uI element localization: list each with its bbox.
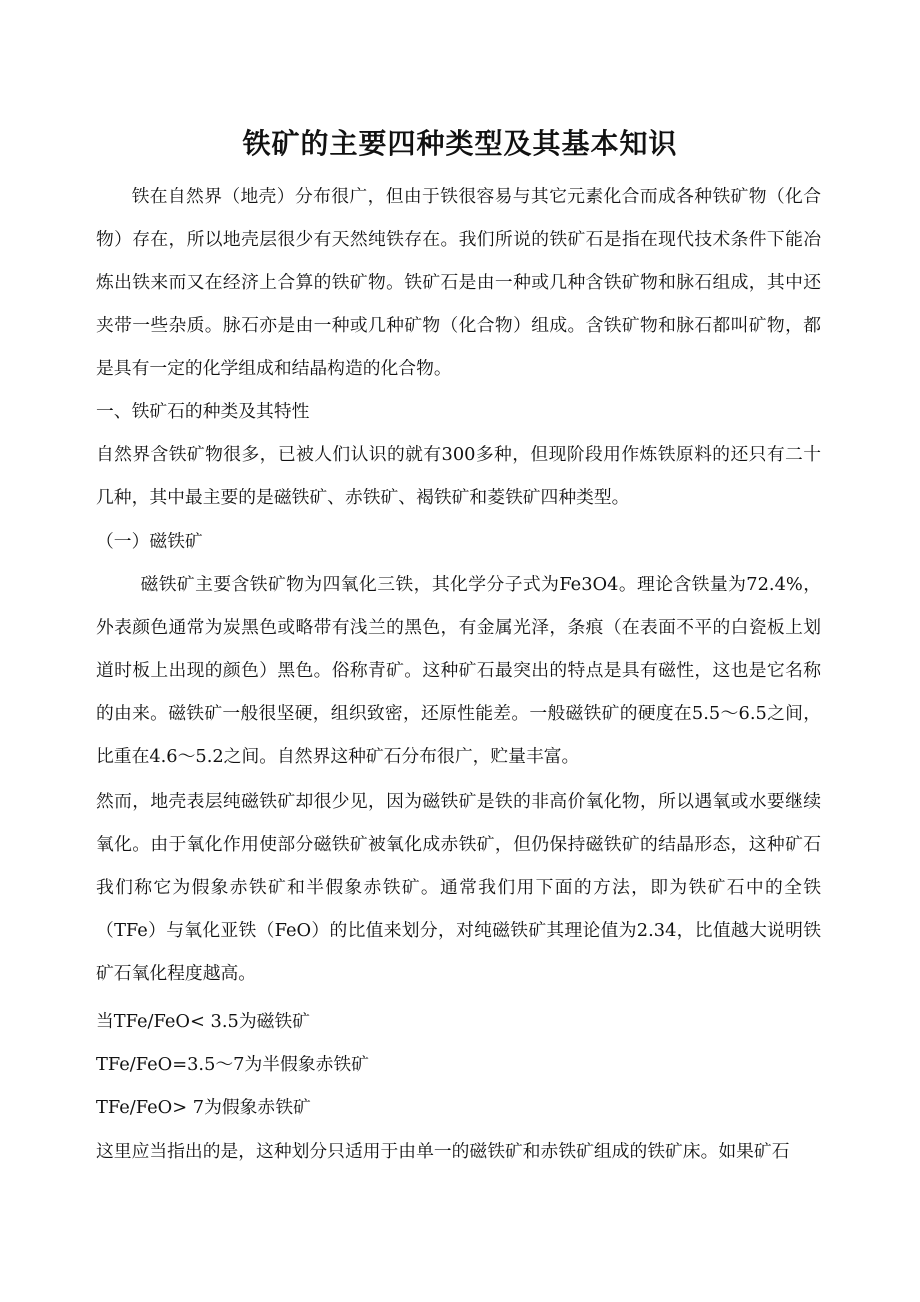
subsection-magnetite-heading: （一）磁铁矿	[96, 531, 203, 552]
ratio-line-martite: TFe/FeO> 7为假象赤铁矿	[96, 1097, 311, 1118]
magnetite-paragraph: 磁铁矿主要含铁矿物为四氧化三铁，其化学分子式为Fe3O4。理论含铁量为72.4%，外表颜色通常为炭黑色或略带有浅兰的黑色，有金属光泽，条痕（在表面不平的白瓷板上划道时板上出现的颜色）黑色。俗称青矿。这种矿石最突出的特点是具有磁性，这也是它名称的由来。磁铁矿一般很坚硬，组织致密，还原性能差。一般磁铁矿的硬度在5.5～6.5之间，比重在4.6～5.2之间。自然界这种矿石分布很广，贮量丰富。	[96, 574, 821, 767]
ratio-line-magnetite: 当TFe/FeO< 3.5为磁铁矿	[96, 1011, 310, 1032]
document-title: 铁矿的主要四种类型及其基本知识	[242, 127, 678, 160]
ratio-line-semi-martite: TFe/FeO=3.5～7为半假象赤铁矿	[96, 1054, 369, 1075]
section1-paragraph: 自然界含铁矿物很多，已被人们认识的就有300多种，但现阶段用作炼铁原料的还只有二十几种，其中最主要的是磁铁矿、赤铁矿、褐铁矿和菱铁矿四种类型。	[96, 444, 821, 508]
intro-paragraph: 铁在自然界（地壳）分布很广，但由于铁很容易与其它元素化合而成各种铁矿物（化合物）存在，所以地壳层很少有天然纯铁存在。我们所说的铁矿石是指在现代技术条件下能冶炼出铁来而又在经济上合算的铁矿物。铁矿石是由一种或几种含铁矿物和脉石组成，其中还夹带一些杂质。脉石亦是由一种或几种矿物（化合物）组成。含铁矿物和脉石都叫矿物，都是具有一定的化学组成和结晶构造的化合物。	[96, 186, 821, 379]
oxidation-paragraph: 然而，地壳表层纯磁铁矿却很少见，因为磁铁矿是铁的非高价氧化物，所以遇氧或水要继续氧化。由于氧化作用使部分磁铁矿被氧化成赤铁矿，但仍保持磁铁矿的结晶形态，这种矿石我们称它为假象赤铁矿和半假象赤铁矿。通常我们用下面的方法，即为铁矿石中的全铁（TFe）与氧化亚铁（FeO）的比值来划分，对纯磁铁矿其理论值为2.34，比值越大说明铁矿石氧化程度越高。	[96, 791, 821, 984]
closing-line: 这里应当指出的是，这种划分只适用于由单一的磁铁矿和赤铁矿组成的铁矿床。如果矿石	[96, 1141, 790, 1162]
section1-heading: 一、铁矿石的种类及其特性	[96, 401, 310, 422]
